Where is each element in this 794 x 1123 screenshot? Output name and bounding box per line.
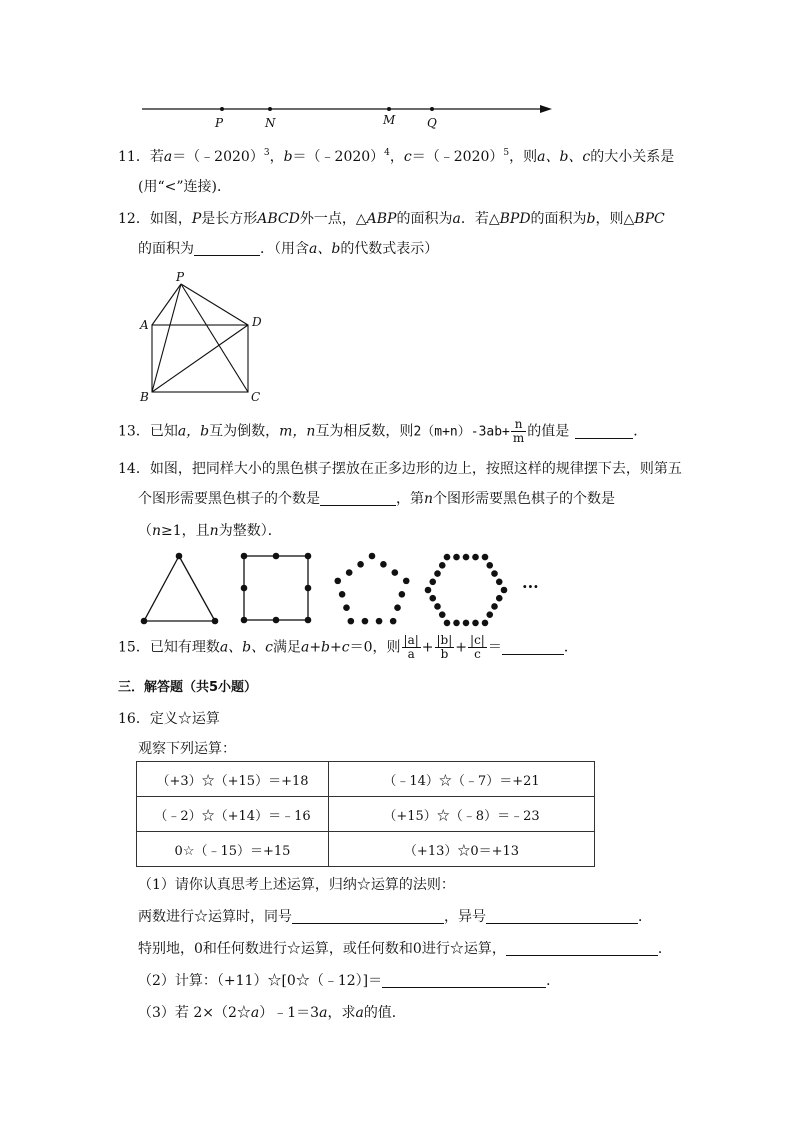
question-14-line1: 14．如图，把同样大小的黑色棋子摆放在正多边形的边上，按照这样的规律摆下去，则第五 — [118, 461, 682, 477]
question-12-line2: 的面积为 ．（用含a、b的代数式表示） — [138, 241, 439, 257]
vertex-label-p: P — [176, 270, 185, 284]
answer-blank-13 — [575, 424, 633, 439]
point-m — [387, 107, 391, 111]
answer-blank-16a — [292, 909, 444, 924]
game-piece-dot — [444, 554, 451, 561]
game-piece-dot — [429, 578, 436, 585]
question-16-part1-rule: 两数进行☆运算时，同号 ，异号 ． — [138, 909, 652, 925]
game-piece-dot — [463, 620, 470, 627]
game-piece-dot — [491, 570, 498, 577]
game-piece-dot — [444, 620, 451, 627]
game-piece-dot — [453, 554, 460, 561]
question-11-line1: 11．若a＝（﹣2020）$^3$，b＝（﹣2020）$^4$，c＝（﹣2020）$^5$，则a、b、c的大小关系是 — [118, 148, 675, 165]
question-16-observe: 观察下列运算： — [138, 741, 236, 757]
game-piece-dot — [429, 595, 436, 602]
game-piece-dot — [439, 562, 446, 569]
pentagon-figure — [334, 553, 409, 625]
question-13: 13．已知a，b互为倒数，m，n互为相反数，则2（m+n）-3ab+ $\frac{n}{m}$ 的值是 ． — [118, 417, 648, 445]
game-piece-dot — [425, 587, 432, 594]
label-n: N — [265, 116, 276, 130]
game-piece-dot — [472, 554, 479, 561]
game-piece-dot — [348, 618, 355, 625]
question-16-part2: （2）计算：（+11）☆[0☆（﹣12）]＝ ． — [138, 973, 561, 989]
point-q — [430, 107, 434, 111]
polygon-pattern-figure — [136, 546, 556, 630]
answer-blank-16c — [506, 941, 658, 956]
game-piece-dot — [472, 620, 479, 627]
table-row — [137, 832, 595, 867]
game-piece-dot — [357, 561, 364, 568]
game-piece-dot — [376, 618, 383, 625]
game-piece-dot — [434, 603, 441, 610]
number-line-arrow — [540, 105, 552, 113]
vertex-label-c: C — [251, 390, 261, 404]
question-16-part3: （3）若 2×（2☆a）﹣1＝3a，求a的值． — [138, 1005, 406, 1021]
game-piece-dot — [453, 620, 460, 627]
answer-blank-15 — [502, 640, 564, 655]
question-16-title: 16．定义☆运算 — [118, 711, 220, 727]
section-heading: 三．解答题（共5小题） — [118, 680, 258, 695]
game-piece-dot — [496, 578, 503, 585]
game-piece-dot — [343, 604, 350, 611]
label-q: Q — [427, 116, 437, 130]
game-piece-dot — [482, 620, 489, 627]
vertex-label-d: D — [252, 315, 262, 329]
label-m: M — [383, 113, 396, 127]
game-piece-dot — [399, 591, 406, 598]
question-16-part1-special: 特别地，0和任何数进行☆运算，或任何数和0进行☆运算， ． — [138, 941, 672, 957]
table-row — [137, 797, 595, 832]
answer-blank-14a — [320, 491, 396, 506]
game-piece-dot — [380, 561, 387, 568]
game-piece-dot — [390, 618, 397, 625]
vertex-label-a: A — [140, 318, 149, 332]
game-piece-dot — [463, 554, 470, 561]
game-piece-dot — [403, 578, 410, 585]
rectangle-abcd-figure — [136, 266, 272, 406]
game-piece-dot — [501, 587, 508, 594]
answer-blank-16d — [382, 973, 546, 988]
game-piece-dot — [334, 578, 341, 585]
point-n — [268, 107, 272, 111]
operation-table — [136, 761, 595, 867]
game-piece-dot — [394, 604, 401, 611]
square-figure — [241, 553, 312, 624]
table-cell: 0☆（﹣15）＝+15 — [137, 832, 329, 867]
point-p — [220, 107, 224, 111]
game-piece-dot — [496, 595, 503, 602]
question-12-line1: 12．如图，P是长方形ABCD外一点，△ABP的面积为a．若△BPD的面积为b，则△BPC — [118, 211, 665, 227]
label-p: P — [215, 116, 224, 130]
game-piece-dot — [369, 553, 376, 560]
question-16-part1: （1）请你认真思考上述运算，归纳☆运算的法则： — [138, 877, 455, 893]
question-14-line3: （n≥1，且n为整数）． — [138, 523, 282, 539]
game-piece-dot — [439, 611, 446, 618]
triangle-figure — [141, 553, 219, 625]
ellipsis: ··· — [522, 577, 539, 596]
answer-blank-16b — [486, 909, 638, 924]
game-piece-dot — [482, 554, 489, 561]
table-cell: （﹣2）☆（+14）＝﹣16 — [137, 797, 329, 832]
table-cell: （+3）☆（+15）＝+18 — [137, 762, 329, 797]
number-line-figure — [130, 98, 560, 132]
table-cell: （﹣14）☆（﹣7）＝+21 — [329, 762, 595, 797]
vertex-label-b: B — [140, 390, 149, 404]
answer-blank-12 — [194, 241, 260, 256]
table-cell: （+15）☆（﹣8）＝﹣23 — [329, 797, 595, 832]
game-piece-dot — [491, 603, 498, 610]
game-piece-dot — [362, 618, 369, 625]
game-piece-dot — [346, 569, 353, 576]
game-piece-dot — [434, 570, 441, 577]
question-11-line2: (用“<”连接)． — [138, 179, 231, 195]
game-piece-dot — [486, 611, 493, 618]
game-piece-dot — [486, 562, 493, 569]
table-cell: （+13）☆0＝+13 — [329, 832, 595, 867]
question-14-line2: 个图形需要黑色棋子的个数是 ，第n个图形需要黑色棋子的个数是 — [138, 491, 616, 507]
table-row — [137, 762, 595, 797]
hexagon-figure — [425, 554, 508, 626]
question-15: 15．已知有理数a、b、c满足a+b+c＝0，则 $\frac{|a|}{a}$ + $\frac{|b|}{b}$ + $\frac{|c|}{c}$ ＝ ． — [118, 633, 578, 661]
game-piece-dot — [392, 569, 399, 576]
game-piece-dot — [339, 591, 346, 598]
